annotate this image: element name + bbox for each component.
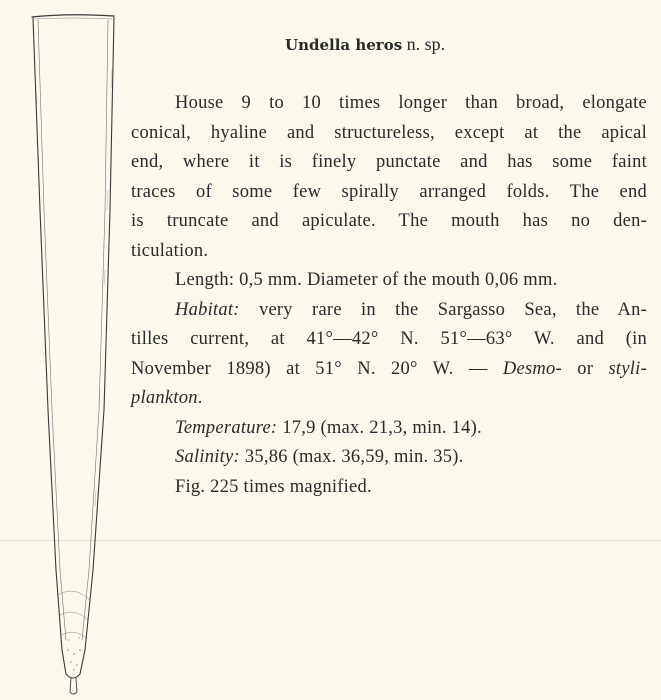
habitat-italic: plankton bbox=[131, 388, 198, 408]
description-line: ticulation. bbox=[131, 240, 209, 261]
description-line: conical, hyaline and structureless, except at the apical bbox=[131, 122, 647, 143]
figure-note-paragraph bbox=[131, 473, 647, 503]
description-line: traces of some few spirally arranged folds. The end bbox=[131, 181, 647, 202]
house-description bbox=[131, 89, 647, 266]
salinity-value: 35,86 (max. 36,59, min. 35). bbox=[244, 447, 464, 467]
description-line: end, where it is finely punctate and has some faint bbox=[131, 152, 647, 172]
figure-note: Fig. 225 times magnified. bbox=[175, 476, 372, 497]
habitat-label: Habitat: bbox=[175, 299, 240, 320]
species-name: Undella heros bbox=[285, 36, 403, 54]
description-line: is truncate and apiculate. The mouth has no den- bbox=[131, 211, 647, 231]
lorica-figure bbox=[28, 10, 128, 695]
habitat-text: . bbox=[197, 388, 203, 408]
salinity-label: Salinity: bbox=[175, 447, 240, 467]
length-line: Length: 0,5 mm. Diameter of the mouth 0,06 mm. bbox=[175, 270, 558, 290]
habitat-italic: Desmo- bbox=[502, 358, 562, 379]
habitat-text: very rare in the Sargasso Sea, the An- bbox=[258, 299, 648, 320]
salinity-paragraph bbox=[131, 443, 647, 473]
habitat-line bbox=[131, 296, 647, 326]
habitat-italic: styli- bbox=[608, 358, 647, 379]
temperature-label: Temperature: bbox=[175, 417, 278, 438]
description-line: House 9 to 10 times longer than broad, elongate bbox=[175, 93, 647, 113]
habitat-line bbox=[131, 355, 647, 385]
habitat-text: or bbox=[561, 358, 609, 379]
habitat-line bbox=[131, 384, 647, 414]
salinity-line bbox=[131, 443, 647, 473]
species-note: n. sp. bbox=[406, 34, 446, 54]
species-heading bbox=[131, 30, 647, 59]
species-description bbox=[131, 30, 647, 502]
habitat-text: November 1898) at 51° N. 20° W. — bbox=[131, 358, 503, 379]
temperature-line bbox=[131, 414, 647, 444]
temperature-value: 17,9 (max. 21,3, min. 14). bbox=[282, 417, 482, 438]
habitat-line: tilles current, at 41°—42° N. 51°—63° W. and (in bbox=[131, 329, 647, 349]
habitat-paragraph bbox=[131, 296, 647, 414]
length-paragraph bbox=[131, 266, 647, 296]
temperature-paragraph bbox=[131, 414, 647, 444]
